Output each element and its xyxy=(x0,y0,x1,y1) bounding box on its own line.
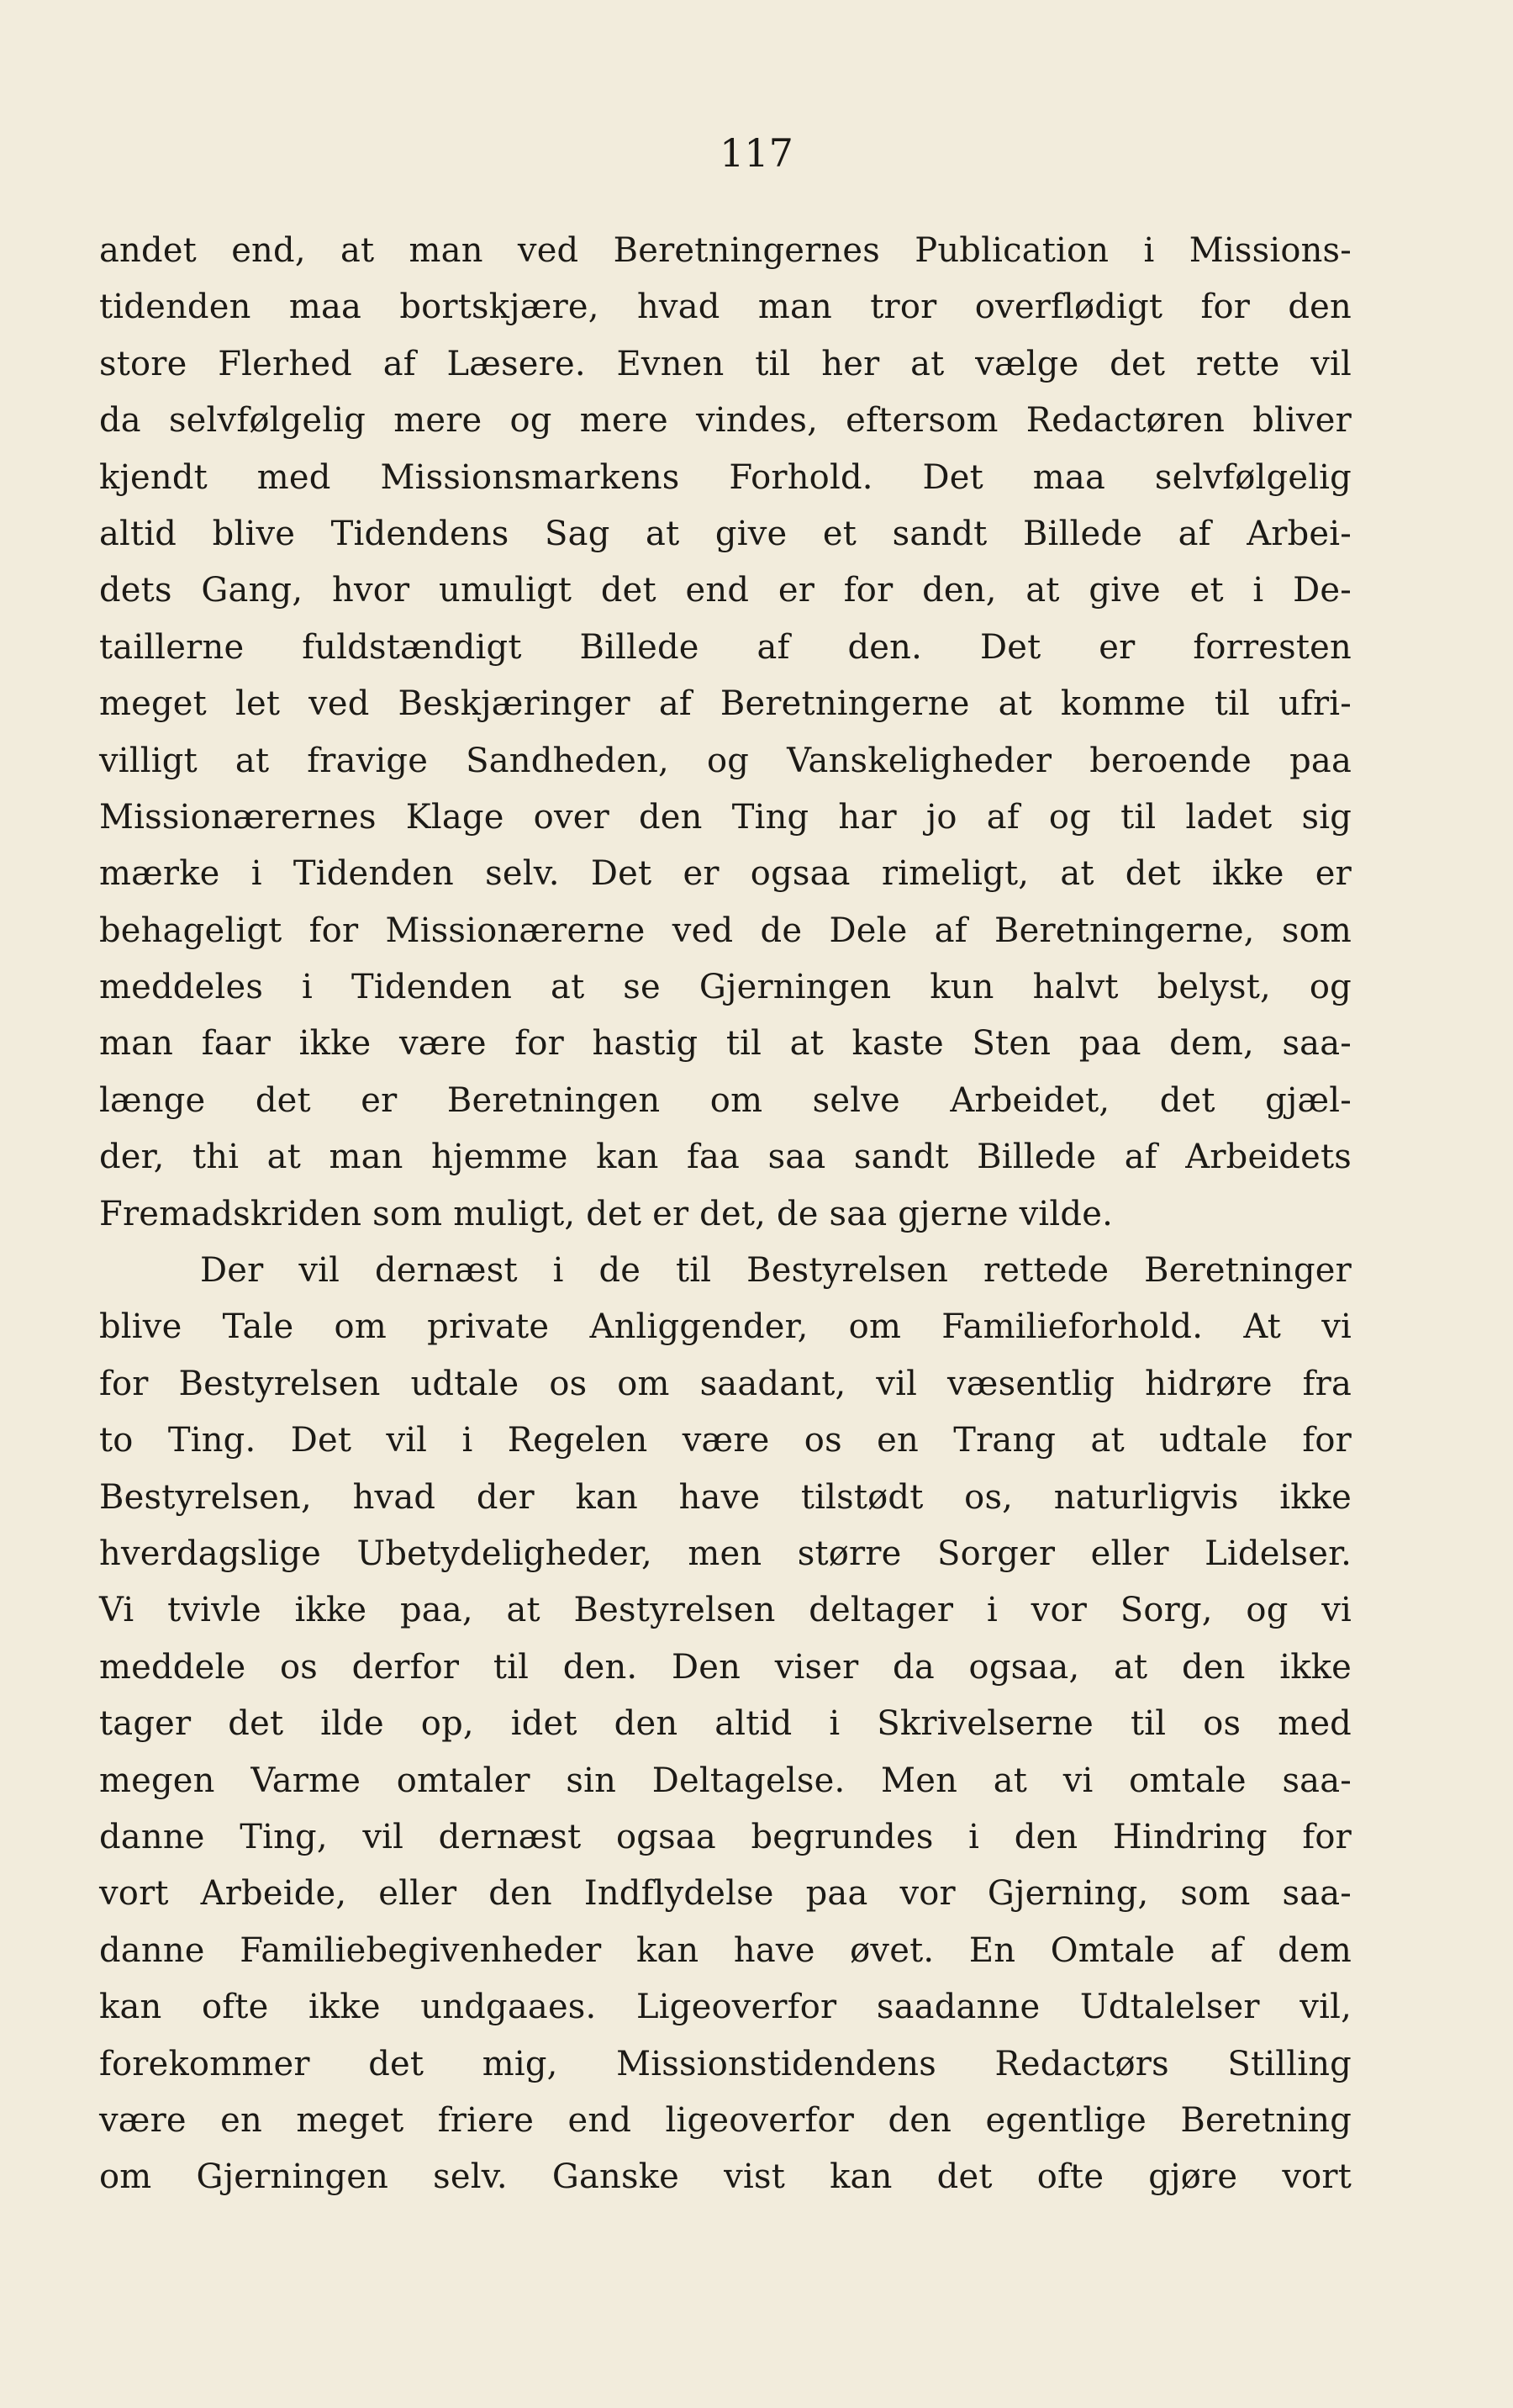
text-line: for Bestyrelsen udtale os om saadant, vil væsentlig hidrøre fra xyxy=(99,1364,1352,1403)
text-line: megen Varme omtaler sin Deltagelse. Men at vi omtale saa- xyxy=(99,1761,1352,1800)
text-line: længe det er Beretningen om selve Arbeidet, det gjæl- xyxy=(99,1080,1352,1120)
text-line: to Ting. Det vil i Regelen være os en Trang at udtale for xyxy=(99,1421,1352,1460)
text-line: Fremadskriden som muligt, det er det, de saa gjerne vilde. xyxy=(99,1194,1114,1233)
text-line: dets Gang, hvor umuligt det end er for den, at give et i De- xyxy=(99,571,1352,610)
text-line: danne Ting, vil dernæst ogsaa begrundes i den Hindring for xyxy=(99,1817,1352,1856)
text-line: behageligt for Missionærerne ved de Dele af Beretningerne, som xyxy=(99,911,1352,950)
text-line: tidenden maa bortskjære, hvad man tror overflødigt for den xyxy=(99,288,1352,327)
text-line: villigt at fravige Sandheden, og Vanskeligheder beroende paa xyxy=(99,741,1352,780)
text-line: danne Familiebegivenheder kan have øvet. En Omtale af dem xyxy=(99,1930,1352,1970)
text-line: tager det ilde op, idet den altid i Skrivelserne til os med xyxy=(99,1704,1352,1744)
text-line: kjendt med Missionsmarkens Forhold. Det maa selvfølgelig xyxy=(99,457,1352,497)
text-line: andet end, at man ved Beretningernes Publication i Missions- xyxy=(99,231,1352,270)
text-line: hverdagslige Ubetydeligheder, men større Sorger eller Lidelser. xyxy=(99,1534,1352,1573)
text-line: blive Tale om private Anliggender, om Familieforhold. At vi xyxy=(99,1307,1352,1347)
text-line: altid blive Tidendens Sag at give et sandt Billede af Arbei- xyxy=(99,514,1352,553)
text-line: meget let ved Beskjæringer af Beretningerne at komme til ufri- xyxy=(99,684,1352,724)
text-line: taillerne fuldstændigt Billede af den. Det er forresten xyxy=(99,627,1352,667)
body-text xyxy=(99,223,1352,2206)
text-line: man faar ikke være for hastig til at kaste Sten paa dem, saa- xyxy=(99,1024,1352,1064)
text-line: om Gjerningen selv. Ganske vist kan det ofte gjøre vort xyxy=(99,2157,1352,2197)
text-line: meddele os derfor til den. Den viser da ogsaa, at den ikke xyxy=(99,1647,1352,1687)
text-line: være en meget friere end ligeoverfor den egentlige Beretning xyxy=(99,2100,1352,2140)
text-line: Bestyrelsen, hvad der kan have tilstødt os, naturligvis ikke xyxy=(99,1477,1352,1517)
text-line: vort Arbeide, eller den Indflydelse paa vor Gjerning, som saa- xyxy=(99,1874,1352,1914)
text-line: mærke i Tidenden selv. Det er ogsaa rimeligt, at det ikke er xyxy=(99,854,1352,894)
text-line: da selvfølgelig mere og mere vindes, eftersom Redactøren bliver xyxy=(99,401,1352,441)
text-line: meddeles i Tidenden at se Gjerningen kun halvt belyst, og xyxy=(99,968,1352,1007)
text-line: forekommer det mig, Missionstidendens Redactørs Stilling xyxy=(99,2044,1352,2083)
page-number: 117 xyxy=(720,130,793,176)
text-line: Der vil dernæst i de til Bestyrelsen rettede Beretninger xyxy=(200,1251,1352,1291)
text-line: Vi tvivle ikke paa, at Bestyrelsen deltager i vor Sorg, og vi xyxy=(99,1591,1352,1630)
text-line: kan ofte ikke undgaaes. Ligeoverfor saadanne Udtalelser vil, xyxy=(99,1988,1352,2027)
text-line: store Flerhed af Læsere. Evnen til her at vælge det rette vil xyxy=(99,344,1352,383)
text-line: der, thi at man hjemme kan faa saa sandt Billede af Arbeidets xyxy=(99,1138,1352,1177)
text-line: Missionærernes Klage over den Ting har jo af og til ladet sig xyxy=(99,797,1352,837)
